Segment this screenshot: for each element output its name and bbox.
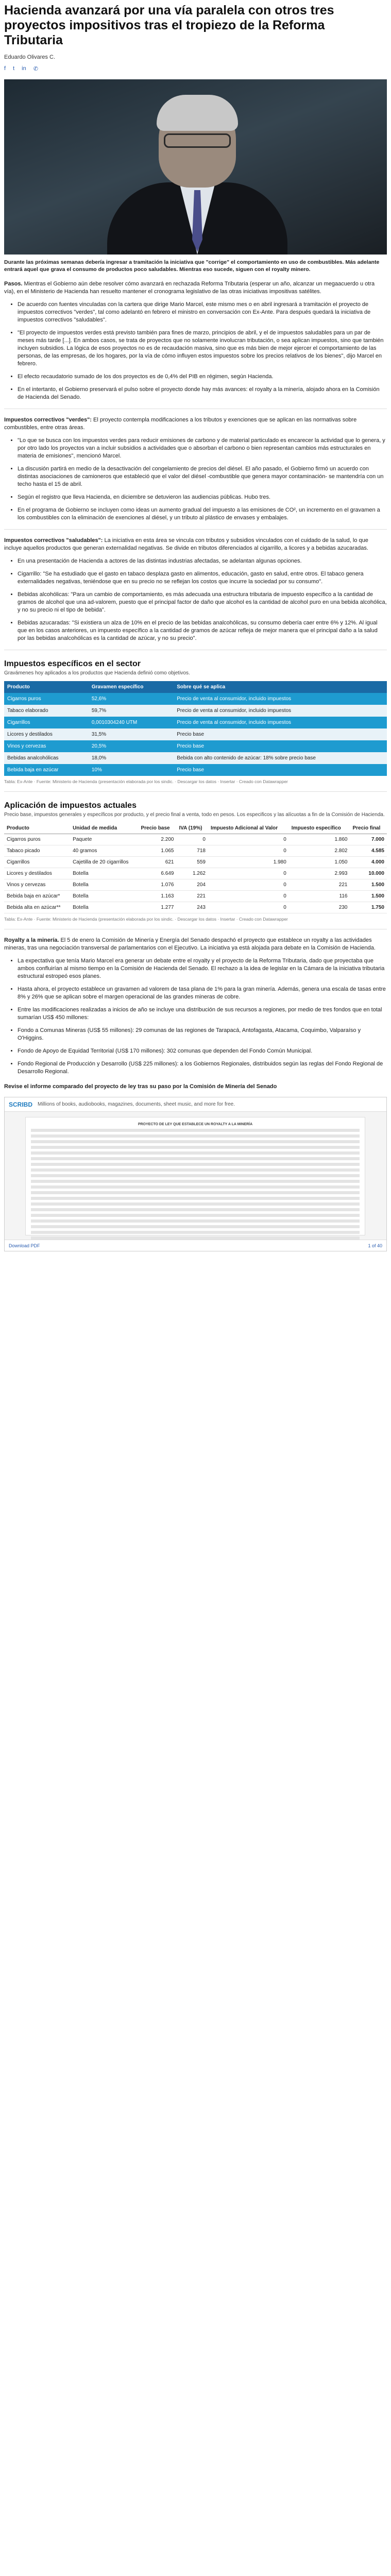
table-row: Licores y destilados 31,5% Precio base [4,728,387,740]
list-item: • En el intertanto, el Gobierno preservará el pulso sobre el proyecto donde hay más avances: el royalty a la minería, alojado ahora en la Comisión de Hacienda del Senado. [18,386,387,401]
list-item: • Hasta ahora, el proyecto establece un gravamen ad valorem de tasa plana de 1% para la gran minería. Además, genera una escala de tasas entre 8% y 26% que se aplican sobre el margen operacional de las grandes mineras de cobre. [18,986,387,1001]
list-item: • Fondo a Comunas Mineras (US$ 55 millones): 29 comunas de las regiones de Tarapacá, Antofagasta, Atacama, Coquimbo, Valparaíso y O'Higgins. [18,1027,387,1042]
table-row: Vinos y cervezas 20,5% Precio base [4,740,387,752]
verdes-paragraph: Impuestos correctivos "verdes": El proyecto contempla modificaciones a los tributos y exenciones que se aplican en las normativas sobre combustibles, entre otras áreas. [4,417,357,431]
column-header: Producto [4,823,70,834]
page-counter: 1 of 40 [368,1243,382,1248]
column-header: Unidad de medida [70,823,138,834]
list-item: • La expectativa que tenía Mario Marcel era generar un debate entre el royalty y el proyecto de la Reforma Tributaria, dado que proyectaba que ambos confluirían al mismo tiempo en la Comisión de Hacienda del Senado. El rechazo a la idea de legislar en la Cámara de la iniciativa tributaria estructural estropeó esos planes. [18,957,387,980]
linkedin-icon[interactable]: in [22,65,26,72]
table-row: Cigarros puros Paquete 2.200 0 0 1.860 7.000 [4,834,387,845]
column-header: Impuesto Adicional al Valor [208,823,289,834]
article [0,0,391,1251]
list-item: • "Lo que se busca con los impuestos verdes para reducir emisiones de carbono y de material particulado es encarecer la actividad que lo genera, y por otro lado los proyectos van a incluir subsidios a actividades que o absorban el carbono o bien representan cambios más estructurales en materia de emisiones", mencionó Marcel. [18,437,387,460]
table-row: Cigarrillos 0,0010304240 UTM Precio de venta al consumidor, incluido impuestos [4,717,387,728]
column-header: Precio final [350,823,387,834]
column-header: Impuesto específico [289,823,350,834]
facebook-icon[interactable]: f [4,65,6,72]
table1-subtitle: Gravámenes hoy aplicados a los productos que Hacienda definió como objetivos. [4,670,190,676]
specific-taxes-table [4,681,387,776]
table1-source[interactable]: Tabla: Ex-Ante · Fuente: Ministerio de Hacienda (presentación elaborada por los sindic. · Descargar los datos · Insertar · Creado con Datawrapper [4,779,288,784]
table-row: Licores y destilados Botella 6.649 1.262 0 2.993 10.000 [4,868,387,879]
column-header: Precio base [138,823,176,834]
column-header: Producto [4,681,89,693]
table-row: Vinos y cervezas Botella 1.076 204 0 221 1.500 [4,879,387,891]
list-item: • De acuerdo con fuentes vinculadas con la cartera que dirige Mario Marcel, este mismo mes o en abril ingresará a tramitación el proyecto de impuestos correctivos "verdes", tal como adelantó en febrero el ministro en conversación con Ex-Ante. Para después quedará la iniciativa de impuestos correctivos "saludables". [18,301,387,324]
hero-image [4,79,387,255]
page-title: Hacienda avanzará por una vía paralela con otros tres proyectos impositivos tras el tropiezo de la Reforma Tributaria [4,3,334,47]
twitter-icon[interactable]: t [13,65,15,72]
table-row: Bebida alta en azúcar** Botella 1.277 243 0 230 1.750 [4,902,387,913]
list-item: • "El proyecto de impuestos verdes está previsto también para fines de marzo, principios de abril, y el de impuestos saludables para un par de meses más tarde [...]. En ambos casos, se trata de proyectos que no solamente involucran tributación, o sea aplican impuestos, sino que también incluyen subsidios. La lógica de esos proyectos no es de recaudación masiva, sino que es más bien de mejor ejercer el comportamiento de las personas, de las empresas, de los hogares, por la vía de cómo influyen estos impuestos sobre los precios relativos de los bienes", dijo Marcel en febrero. [18,329,387,368]
list-item: • En una presentación de Hacienda a actores de las distintas industrias afectadas, se adelantan algunas opciones. [18,557,387,565]
list-item: • Bebidas alcohólicas: "Para un cambio de comportamiento, es más adecuada una estructura tributaria de impuesto específico a la cantidad de gramos de alcohol que una ad-valorem, puesto que el principal factor de daño que alcohol es la cantidad de alcohol puro en una bebida alcohólica, y no su precio ni el tipo de bebida". [18,591,387,614]
share-bar [4,65,387,72]
table2-source[interactable]: Tabla: Ex-Ante · Fuente: Ministerio de Hacienda (presentación elaborada por los sindic. · Descargar los datos · Insertar · Creado con Datawrapper [4,917,288,922]
list-item: • Según el registro que lleva Hacienda, en diciembre se detuvieron las audiencias públicas. Hubo tres. [18,494,387,501]
table2-subtitle: Precio base, impuestos generales y específicos por producto, y el precio final a venta, todo en pesos. Los especificos y las alícuotas a fin de la Comisión de Hacienda. [4,812,385,818]
bullet-list-3 [18,557,387,642]
list-item: • Bebidas azucaradas: "Si existiera un alza de 10% en el precio de las bebidas analcohólicas, su consumo debería caer entre 6% y 12%. Al igual que en los casos anteriores, un impuesto específico a la cantidad de gramos de azúcar refleja de mejor manera que el principal daño a la salud por las bebidas analcohólicas es la cantidad de azúcar, y no su precio". [18,619,387,642]
embed-title: Revise el informe comparado del proyecto de ley tras su paso por la Comisión de Minería del Senado [4,1083,277,1090]
column-header: Sobre qué se aplica [174,681,387,693]
table1-title: Impuestos específicos en el sector [4,659,141,668]
list-item: • Fondo Regional de Producción y Desarrollo (US$ 225 millones): a los Gobiernos Regionales, distribuidos según las reglas del Fondo Regional de Desarrollo Regional. [18,1060,387,1076]
list-item: • Cigarrillo: "Se ha estudiado que el gasto en tabaco desplaza gasto en alimentos, educación, gasto en salud, entre otros. El tabaco genera externalidades negativas, teniéndose que en su precio no se reflejan los costos que incurre la sociedad por su consumo". [18,570,387,586]
whatsapp-icon[interactable]: ✆ [33,66,38,72]
author[interactable]: Eduardo Olivares C. [4,54,56,60]
table2-title: Aplicación de impuestos actuales [4,801,137,810]
download-pdf-link[interactable]: Download PDF [9,1243,40,1248]
document-preview[interactable]: PROYECTO DE LEY QUE ESTABLECE UN ROYALTY A LA MINERÍA [25,1117,365,1235]
table-row: Tabaco elaborado 59,7% Precio de venta al consumidor, incluido impuestos [4,705,387,717]
table-row: Tabaco picado 40 gramos 1.065 718 0 2.802 4.585 [4,845,387,857]
table-row: Bebida baja en azúcar 10% Precio base [4,764,387,776]
column-header: Gravamen específico [89,681,174,693]
intro-paragraph: Pasos. Mientras el Gobierno aún debe resolver cómo avanzará en rechazada Reforma Tributaria (esperar un año, alcanzar un megaacuerdo u otra vía), en el Ministerio de Hacienda han resuelto mantener el cronograma legislativo de las otras iniciativas impositivas satélites. [4,281,375,295]
bullet-list-1 [18,301,387,401]
current-taxes-table [4,823,387,913]
list-item: • Fondo de Apoyo de Equidad Territorial (US$ 170 millones): 302 comunas que dependen del Fondo Común Municipal. [18,1047,387,1055]
table-row: Bebida baja en azúcar* Botella 1.163 221 0 116 1.500 [4,891,387,902]
list-item: • Entre las modificaciones realizadas a inicios de año se incluye una distribución de sus recursos a regiones, por medio de tres fondos que en total sumarían US$ 450 millones: [18,1006,387,1022]
image-caption: Durante las próximas semanas debería ingresar a tramitación la iniciativa que "corrige" el comportamiento en uso de combustibles. Más adelante entrará aquel que grava el consumo de productos poco saludables. Mientras eso sucede, siguen con el royalty minero. [4,259,380,273]
bullet-list-2 [18,437,387,522]
royalty-paragraph: Royalty a la minería. El 5 de enero la Comisión de Minería y Energía del Senado despachó el proyecto que establece un royalty a las actividades mineras, tras una negociación transversal de parlamentarios con el Ejecutivo. La iniciativa ya está alojada para debate en la Comisión de Hacienda. [4,937,376,951]
list-item: • La discusión partirá en medio de la desactivación del congelamiento de precios del diésel. El año pasado, el Gobierno firmó un acuerdo con distintas asociaciones de camioneros que estableció que el valor del diésel -combustible que genera mayor contaminación- se mantendría con un techo hasta el 15 de abril. [18,465,387,488]
list-item: • En el programa de Gobierno se incluyen como ideas un aumento gradual del impuesto a las emisiones de CO², un incremento en el gravamen a los combustibles con la eliminación de exenciones al diésel, y un tributo al plástico de envases y embalajes. [18,506,387,522]
table-row: Bebidas analcohólicas 18,0% Bebida con alto contenido de azúcar: 18% sobre precio base [4,752,387,764]
table-row: Cigarrillos Cajetilla de 20 cigarrillos 621 559 1.980 1.050 4.000 [4,857,387,868]
table-row: Cigarros puros 52,6% Precio de venta al consumidor, incluido impuestos [4,693,387,705]
scribd-logo[interactable]: SCRIBD [9,1100,33,1108]
list-item: • El efecto recaudatorio sumado de los dos proyectos es de 0,4% del PIB en régimen, según Hacienda. [18,373,387,381]
column-header: IVA (19%) [176,823,208,834]
scribd-embed[interactable] [4,1097,387,1251]
bullet-list-4 [18,957,387,1076]
scribd-search[interactable]: Millions of books, audiobooks, magazines, documents, sheet music, and more for free. [38,1101,235,1107]
saludables-paragraph: Impuestos correctivos "saludables": La iniciativa en esta área se vincula con tributos y subsidios vinculados con el cuidado de la salud, lo que incluye aquellos productos que generan externalidad negativas. Se divide en tributos diferenciados al cigarrillo, a licores y a bebidas azucaradas. [4,537,368,551]
